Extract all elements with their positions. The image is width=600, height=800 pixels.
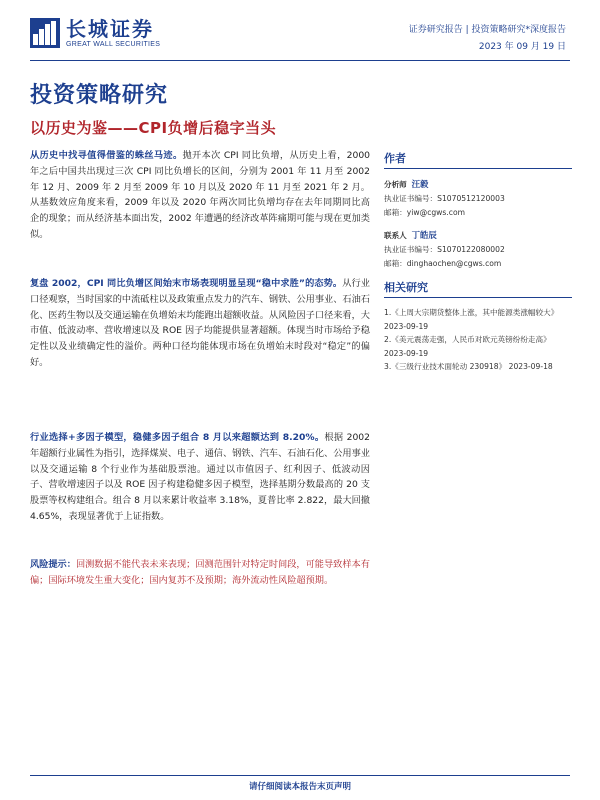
analyst-cert: 执业证书编号：S1070512120003: [384, 194, 505, 203]
logo-text-cn: 长城证券: [66, 16, 154, 41]
related-title: 2.《美元震荡走强，人民币对欧元英镑纷纷走高》: [384, 335, 551, 344]
brand-logo: [30, 14, 160, 52]
analyst-email[interactable]: 邮箱：yiw@cgws.com: [384, 208, 465, 217]
paragraph-body: 根据 2002 年超额行业属性为指引，选择煤炭、电子、通信、钢铁、汽车、石油石化、公用事业以及交通运输 8 个行业作为基础股票池。通过以市值因子、红利因子、低波动因子、营收增速因子以及 ROE 因子构建稳健多因子模型，选择基期分数最高的 20 支股票等权构建组合。组合 8 月以来累计收益率 3.18%，夏普比率 2.822，最大回撤 4.65%，表现显著优于上证指数。: [30, 432, 370, 522]
sidebar: [384, 150, 572, 374]
related-research-heading: 相关研究: [384, 279, 572, 298]
paragraph-history: [30, 148, 370, 243]
analyst-name: 汪毅: [411, 179, 429, 189]
report-date: 2023 年 09 月 19 日: [478, 42, 566, 52]
related-title: 3.《三级行业技术面轮动 230918》: [384, 362, 507, 371]
risk-warning: [30, 557, 370, 589]
page-title: 投资策略研究: [30, 83, 169, 108]
contact-role: 联系人: [384, 231, 407, 240]
related-date: 2023-09-19: [384, 348, 429, 358]
contact-row: [384, 228, 572, 243]
risk-lead: 风险提示：: [30, 559, 76, 571]
paragraph-factor-model: [30, 430, 370, 525]
analyst-row: [384, 177, 572, 192]
risk-body: 回测数据不能代表未来表现；回测范围针对特定时间段，可能导致样本有偏；国际环境发生重大变化；国内复苏不及预期；海外流动性风险超预期。: [30, 559, 370, 586]
header-divider: [30, 60, 570, 61]
contact-name: 丁皓辰: [411, 230, 437, 240]
paragraph-lead: 复盘 2002，CPI 同比负增区间始末市场表现明显呈现“稳中求胜”的态势。: [30, 278, 343, 289]
contact-email[interactable]: 邮箱：dinghaochen@cgws.com: [384, 259, 502, 268]
related-item[interactable]: [384, 360, 572, 374]
paragraph-body: 从行业口径观察，当时国家的中流砥柱以及政策重点发力的汽车、钢铁、公用事业、石油石化、医药生物以及交通运输在负增始末均能跑出超额收益。从风险因子口径来看，大市值、低波动率、营收增速以及 ROE 因子均能提供显著超额。体现当时市场给予稳定性以及业绩确定性的溢价。两种口径均能体现市场在负增始末时段对“稳定”的偏好。: [30, 278, 370, 368]
great-wall-logo-icon: [30, 18, 60, 48]
report-meta: [409, 22, 566, 56]
report-type: 证券研究报告 | 投资策略研究*深度报告: [408, 25, 566, 35]
paragraph-body: 抛开本次 CPI 同比负增，从历史上看，2000 年之后中国共出现过三次 CPI 同比负增长的区间，分别为 2001 年 11 月至 2002 年 12 月、2009 年 2 月至 2009 年 10 月以及 2020 年 11 月至 2021 年 2 月。从基数效应角度来看，2009 年以及 2020 年两次同比负增均存在去年同期同比高企的现象；而从经济基本面出发，2002 年遭遇的经济改革阵痛期可能与现在更加类似。: [30, 150, 371, 240]
analyst-role: 分析师: [384, 180, 407, 189]
logo-text-en: GREAT WALL SECURITIES: [66, 40, 161, 48]
related-title: 1.《上周大宗期货整体上涨，其中能源类涨幅较大》: [384, 308, 559, 317]
authors-heading: 作者: [384, 150, 572, 169]
related-item[interactable]: [384, 333, 572, 360]
footer-divider: [30, 775, 570, 776]
related-date: 2023-09-18: [508, 362, 553, 371]
paragraph-lead: 行业选择+多因子模型，稳健多因子组合 8 月以来超额达到 8.20%。: [30, 432, 325, 443]
report-subtitle: 以历史为鉴——CPI负增后稳字当头: [30, 119, 277, 137]
paragraph-lead: 从历史中找寻值得借鉴的蛛丝马迹。: [30, 150, 183, 161]
related-item[interactable]: [384, 306, 572, 333]
footer-disclaimer: 请仔细阅读本报告末页声明: [248, 782, 351, 792]
related-date: 2023-09-19: [384, 321, 429, 331]
paragraph-review-2002: [30, 276, 370, 371]
contact-cert: 执业证书编号：S1070122080002: [384, 245, 505, 254]
